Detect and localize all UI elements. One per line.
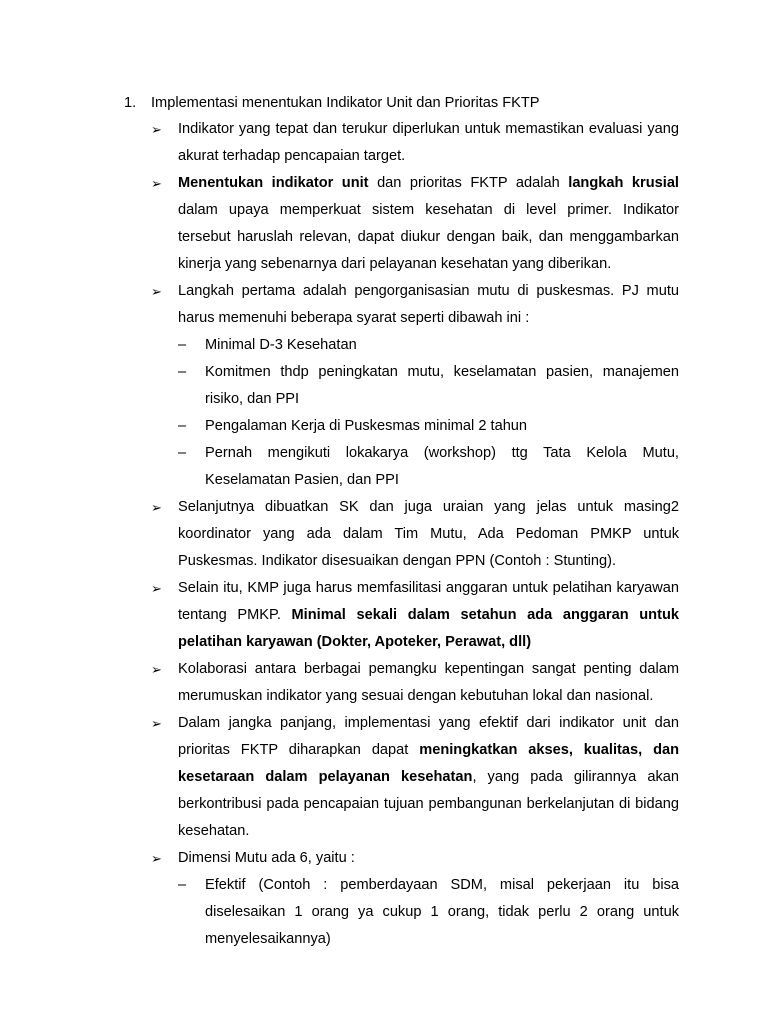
dash-bullet-icon: –: [178, 445, 187, 461]
item-text: , yang pada gilirannya akan berkontribusi pada pencapaian tujuan pembangunan berkelanjutan di bidang kesehatan.: [178, 769, 679, 839]
sub-item-text: Efektif (Contoh : pemberdayaan SDM, misal pekerjaan itu bisa diselesaikan 1 orang ya cukup 1 orang, tidak perlu 2 orang untuk menyelesaikannya): [205, 877, 679, 947]
sub-item-text: Minimal D-3 Kesehatan: [205, 337, 357, 353]
item-text: Indikator yang tepat dan terukur diperlukan untuk memastikan evaluasi yang akurat terhadap pencapaian target.: [178, 121, 679, 164]
item-text: Dimensi Mutu ada 6, yaitu :: [178, 850, 355, 866]
bold-text: langkah krusial: [568, 175, 679, 191]
item-text: Selanjutnya dibuatkan SK dan juga uraian yang jelas untuk masing2 koordinator yang ada dalam Tim Mutu, Ada Pedoman PMKP untuk Puskesmas. Indikator disesuaikan dengan PPN (Contoh : Stunting).: [178, 499, 679, 569]
dash-bullet-icon: –: [178, 418, 187, 434]
bold-text: Menentukan indikator unit: [178, 175, 369, 191]
arrow-bullet-icon: ➢: [151, 284, 162, 299]
bullet-item-5: [151, 575, 679, 656]
item-text: Selain itu, KMP juga harus memfasilitasi anggaran untuk pelatihan karyawan tentang PMKP.: [178, 580, 679, 623]
bullet-item-1: [151, 116, 679, 170]
bold-text: meningkatkan akses, kualitas, dan kesetaraan dalam pelayanan kesehatan: [178, 742, 680, 785]
sub-item-text: Pengalaman Kerja di Puskesmas minimal 2 tahun: [205, 418, 528, 434]
bullet-item-3: [151, 278, 679, 332]
dash-bullet-icon: –: [178, 337, 187, 353]
sub-item: [151, 872, 679, 953]
sub-item: [151, 359, 679, 413]
bullet-item-6: [151, 656, 679, 710]
arrow-bullet-icon: ➢: [151, 122, 162, 137]
dash-bullet-icon: –: [178, 364, 187, 380]
item-text: dan prioritas FKTP adalah: [368, 175, 569, 191]
bold-text: Minimal sekali dalam setahun ada anggaran untuk pelatihan karyawan (Dokter, Apoteker, Perawat, dll): [178, 607, 679, 650]
item-text: dalam upaya memperkuat sistem kesehatan di level primer. Indikator tersebut haruslah relevan, dapat diukur dengan baik, dan menggambarkan kinerja yang sebenarnya dari pelayanan kesehatan yang diberikan.: [178, 202, 679, 272]
bullet-item-7: [151, 710, 679, 845]
arrow-bullet-icon: ➢: [151, 662, 162, 677]
bullet-list: [151, 116, 679, 953]
arrow-bullet-icon: ➢: [151, 176, 162, 191]
section-title: Implementasi menentukan Indikator Unit dan Prioritas FKTP: [151, 95, 540, 111]
dash-bullet-icon: –: [178, 877, 187, 893]
sub-item-text: Pernah mengikuti lokakarya (workshop) ttg Tata Kelola Mutu, Keselamatan Pasien, dan PPI: [205, 445, 679, 488]
item-text: Kolaborasi antara berbagai pemangku kepentingan sangat penting dalam merumuskan indikator yang sesuai dengan kebutuhan lokal dan nasional.: [178, 661, 679, 704]
sub-item: [151, 440, 679, 494]
item-text: Langkah pertama adalah pengorganisasian mutu di puskesmas. PJ mutu harus memenuhi beberapa syarat seperti dibawah ini :: [178, 283, 679, 326]
bullet-item-8: [151, 845, 679, 872]
bullet-item-4: [151, 494, 679, 575]
sub-item-text: Komitmen thdp peningkatan mutu, keselamatan pasien, manajemen risiko, dan PPI: [205, 364, 679, 407]
section-number: 1.: [124, 95, 137, 111]
sub-item: [151, 413, 679, 440]
section-heading: [124, 92, 684, 114]
bullet-item-2: [151, 170, 679, 278]
arrow-bullet-icon: ➢: [151, 500, 162, 515]
item-text: Dalam jangka panjang, implementasi yang efektif dari indikator unit dan prioritas FKTP diharapkan dapat: [178, 715, 679, 758]
arrow-bullet-icon: ➢: [151, 851, 162, 866]
arrow-bullet-icon: ➢: [151, 716, 162, 731]
sub-item: [151, 332, 679, 359]
arrow-bullet-icon: ➢: [151, 581, 162, 596]
